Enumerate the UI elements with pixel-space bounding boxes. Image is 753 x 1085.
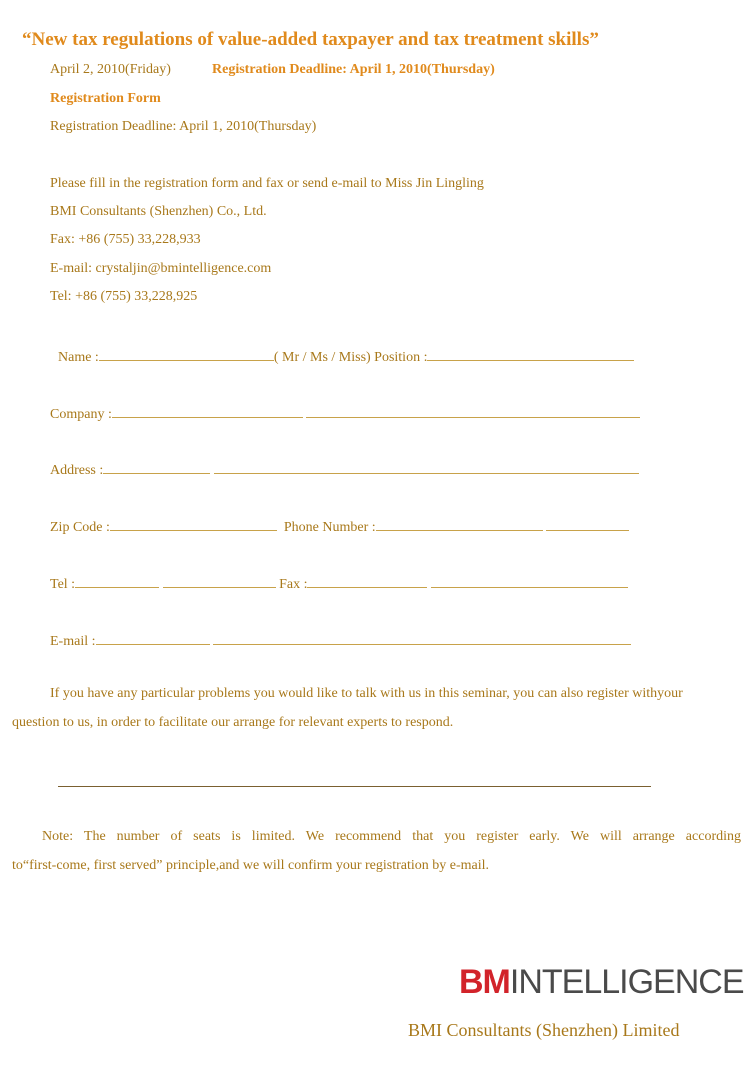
name-field[interactable] <box>99 346 274 361</box>
form-heading: Registration Form <box>50 91 161 106</box>
question-paragraph <box>12 679 742 737</box>
address-label: Address : <box>50 463 104 478</box>
zip-code-label: Zip Code : <box>50 520 110 535</box>
company-label: Company : <box>50 407 112 422</box>
bmi-logo <box>459 963 744 1002</box>
email-label: E-mail : <box>50 634 96 649</box>
name-row <box>58 346 634 366</box>
contact-fax: Fax: +86 (755) 33,228,933 <box>50 232 201 247</box>
question-line-1: If you have any particular problems you would like to talk with us in this seminar, you can also register withyour <box>50 686 683 701</box>
note-line-1: Note: The number of seats is limited. We recommend that you register early. We will arrange according <box>42 829 741 844</box>
name-label: Name : <box>58 350 99 365</box>
tel-fax-row <box>50 573 628 593</box>
email-row <box>50 630 631 650</box>
fax-field[interactable] <box>307 573 427 588</box>
zip-code-field[interactable] <box>110 516 277 531</box>
question-line-2: question to us, in order to facilitate our arrange for relevant experts to respond. <box>12 715 454 730</box>
deadline-line: Registration Deadline: April 1, 2010(Thursday) <box>50 119 317 134</box>
phone-number-field[interactable] <box>376 516 543 531</box>
contact-instruction: Please fill in the registration form and fax or send e-mail to Miss Jin Lingling <box>50 176 484 191</box>
question-answer-line[interactable] <box>58 786 651 787</box>
address-field-2[interactable] <box>214 459 639 474</box>
event-date: April 2, 2010(Friday) <box>50 62 171 77</box>
tel-field-2[interactable] <box>163 573 276 588</box>
contact-email: E-mail: crystaljin@bmintelligence.com <box>50 261 272 276</box>
contact-company: BMI Consultants (Shenzhen) Co., Ltd. <box>50 204 267 219</box>
email-field-2[interactable] <box>213 630 631 645</box>
note-line-2: to“first-come, first served” principle,and we will confirm your registration by e-mail. <box>12 858 490 873</box>
position-field[interactable] <box>427 346 634 361</box>
tel-field[interactable] <box>75 573 159 588</box>
company-field-2[interactable] <box>306 403 640 418</box>
zip-phone-row <box>50 516 629 536</box>
salutation-position-label: ( Mr / Ms / Miss) Position : <box>273 350 428 365</box>
tel-label: Tel : <box>50 577 76 592</box>
footer-company: BMI Consultants (Shenzhen) Limited <box>408 1020 680 1040</box>
address-field[interactable] <box>103 459 210 474</box>
header-deadline: Registration Deadline: April 1, 2010(Thursday) <box>212 62 495 77</box>
company-row <box>50 403 640 423</box>
logo-bm: BM <box>459 963 510 1001</box>
address-row <box>50 459 639 479</box>
logo-intelligence: INTELLIGENCE <box>509 963 744 1001</box>
document-title: “New tax regulations of value-added taxpayer and tax treatment skills” <box>22 29 599 50</box>
fax-label: Fax : <box>279 577 308 592</box>
note-paragraph <box>12 822 741 880</box>
fax-field-2[interactable] <box>431 573 628 588</box>
contact-tel: Tel: +86 (755) 33,228,925 <box>50 289 198 304</box>
phone-number-field-2[interactable] <box>546 516 629 531</box>
email-field[interactable] <box>96 630 210 645</box>
phone-number-label: Phone Number : <box>283 520 376 535</box>
company-field[interactable] <box>112 403 303 418</box>
